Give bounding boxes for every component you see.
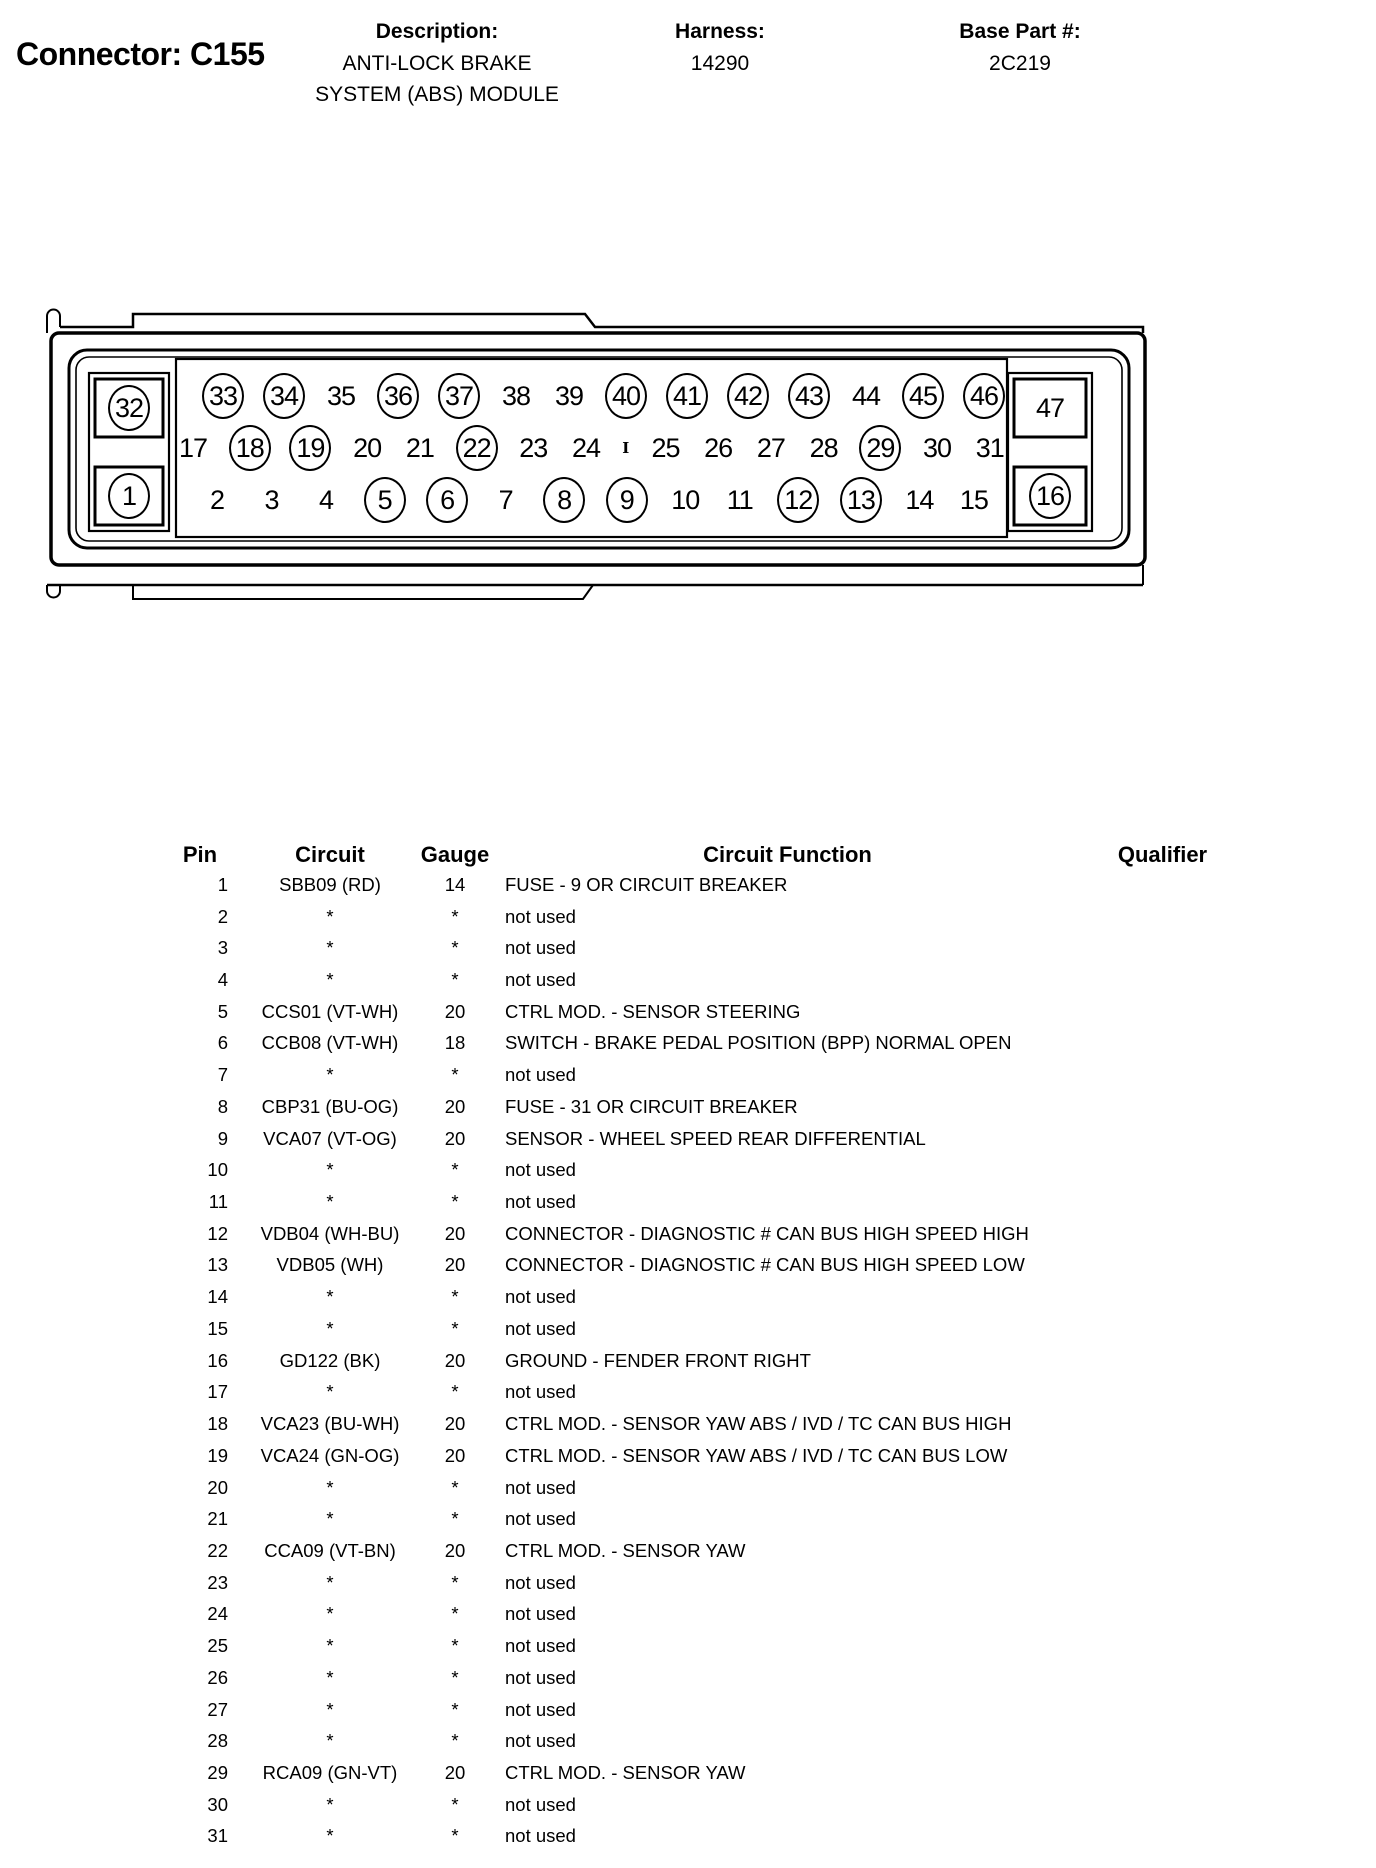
circuit-code: * [326, 937, 334, 959]
column-header-circuit: Circuit [295, 842, 365, 867]
connector-pin: 23 [519, 432, 548, 463]
pin-number: 13 [207, 1254, 228, 1276]
connector-pin: 19 [289, 425, 331, 471]
table-row [155, 1313, 1285, 1345]
circuit-function: not used [505, 1064, 576, 1086]
description-value-line1: ANTI-LOCK BRAKE [342, 52, 532, 75]
circuit-function: not used [505, 937, 576, 959]
column-header-qualifier: Qualifier [1117, 842, 1208, 867]
column-header-function: Circuit Function [703, 842, 872, 867]
connector-pin: I [622, 439, 630, 457]
connector-pin: 38 [501, 380, 531, 411]
pin-number: 30 [207, 1793, 228, 1815]
gauge-value: * [451, 1730, 459, 1752]
pin-number: 23 [207, 1571, 228, 1593]
gauge-value: 20 [444, 1761, 466, 1783]
connector-pin: 31 [975, 432, 1004, 463]
connector-pin: 17 [178, 432, 208, 463]
circuit-code: * [326, 1793, 334, 1815]
connector-pin: 4 [319, 484, 334, 515]
table-row [155, 1218, 1285, 1250]
connector-right-column [1014, 379, 1086, 525]
table-row [155, 996, 1285, 1028]
gauge-value: * [451, 1286, 459, 1308]
gauge-value: * [451, 1825, 459, 1847]
connector-pin: 18 [229, 425, 271, 471]
connector-pin: 9 [606, 477, 648, 523]
connector-pin: 30 [923, 432, 952, 463]
circuit-function: not used [505, 1603, 576, 1625]
gauge-value: * [451, 1793, 459, 1815]
table-row [155, 1472, 1285, 1504]
pin-number: 25 [207, 1635, 228, 1657]
connector-pin: 2 [209, 484, 225, 515]
gauge-value: 20 [444, 1539, 466, 1561]
circuit-code: VDB04 (WH-BU) [260, 1222, 400, 1244]
connector-pin: 14 [905, 484, 934, 515]
circuit-code: * [326, 1191, 334, 1213]
gauge-value: * [451, 1317, 459, 1339]
gauge-value: 20 [444, 1444, 466, 1466]
pin-row-top [176, 372, 1007, 420]
circuit-function: not used [505, 1698, 576, 1720]
circuit-function: CTRL MOD. - SENSOR YAW ABS / IVD / TC CAN BUS HIGH [505, 1413, 1012, 1435]
connector-pin: 1 [108, 473, 150, 519]
connector-pin: 41 [666, 373, 708, 419]
circuit-function: not used [505, 1571, 576, 1593]
connector-left-column [95, 379, 163, 525]
connector-pin: 6 [426, 477, 468, 523]
pin-number: 3 [217, 937, 228, 959]
pin-number: 29 [207, 1761, 228, 1783]
table-row [155, 1599, 1285, 1631]
gauge-value: 20 [444, 1095, 466, 1117]
circuit-code: * [326, 1825, 334, 1847]
connector-pin: 36 [377, 373, 419, 419]
column-header-pin: Pin [182, 842, 218, 867]
table-row [155, 1662, 1285, 1694]
connector-pin: 10 [671, 484, 700, 515]
gauge-value: * [451, 1191, 459, 1213]
harness-block [630, 16, 810, 79]
connector-pin: 44 [851, 380, 881, 411]
circuit-function: FUSE - 31 OR CIRCUIT BREAKER [505, 1095, 798, 1117]
table-header-row [155, 842, 1285, 868]
pin-number: 21 [207, 1508, 228, 1530]
pin-number: 9 [217, 1127, 228, 1149]
circuit-function: CONNECTOR - DIAGNOSTIC # CAN BUS HIGH SPEED HIGH [505, 1222, 1029, 1244]
gauge-value: * [451, 1698, 459, 1720]
circuit-function: CTRL MOD. - SENSOR STEERING [505, 1000, 801, 1022]
table-row [155, 1250, 1285, 1282]
circuit-function: not used [505, 1730, 576, 1752]
harness-label: Harness: [675, 20, 765, 43]
connector-pin: 22 [456, 425, 498, 471]
pin-number: 6 [217, 1032, 228, 1054]
table-row [155, 1377, 1285, 1409]
description-value-line2: SYSTEM (ABS) MODULE [315, 83, 559, 106]
table-row [155, 964, 1285, 996]
circuit-code: * [326, 1571, 334, 1593]
table-row [155, 1503, 1285, 1535]
gauge-value: 18 [444, 1032, 466, 1054]
connector-title: Connector: C155 [16, 36, 265, 72]
circuit-code: RCA09 (GN-VT) [262, 1761, 398, 1783]
pin-number: 4 [217, 969, 228, 991]
circuit-code: CCB08 (VT-WH) [261, 1032, 399, 1054]
circuit-function: CONNECTOR - DIAGNOSTIC # CAN BUS HIGH SPEED LOW [505, 1254, 1025, 1276]
table-row [155, 932, 1285, 964]
table-row [155, 1281, 1285, 1313]
circuit-function: GROUND - FENDER FRONT RIGHT [505, 1349, 811, 1371]
pin-number: 15 [207, 1317, 228, 1339]
circuit-function: not used [505, 1476, 576, 1498]
circuit-code: CCA09 (VT-BN) [264, 1539, 396, 1561]
table-row [155, 1154, 1285, 1186]
gauge-value: * [451, 1476, 459, 1498]
pin-row-bottom [176, 476, 1007, 524]
table-body [155, 869, 1285, 1852]
connector-pin: 21 [405, 432, 434, 463]
circuit-code: * [326, 905, 334, 927]
circuit-function: SENSOR - WHEEL SPEED REAR DIFFERENTIAL [505, 1127, 926, 1149]
pin-number: 11 [208, 1191, 228, 1213]
gauge-value: 20 [444, 1127, 466, 1149]
circuit-function: not used [505, 1317, 576, 1339]
connector-pin: 26 [704, 432, 733, 463]
table-row [155, 1725, 1285, 1757]
pinout-table [155, 842, 1285, 1852]
circuit-code: VCA23 (BU-WH) [260, 1413, 400, 1435]
circuit-code: * [326, 1730, 334, 1752]
circuit-function: CTRL MOD. - SENSOR YAW [505, 1539, 746, 1561]
gauge-value: 20 [444, 1349, 466, 1371]
pin-number: 2 [217, 905, 228, 927]
table-row [155, 901, 1285, 933]
pin-number: 7 [217, 1064, 228, 1086]
circuit-function: not used [505, 1381, 576, 1403]
connector-pin: 42 [727, 373, 769, 419]
circuit-code: * [326, 1698, 334, 1720]
connector-pin: 12 [777, 477, 819, 523]
gauge-value: * [451, 905, 459, 927]
circuit-function: not used [505, 1191, 576, 1213]
table-row [155, 1028, 1285, 1060]
connector-pin: 35 [326, 380, 356, 411]
circuit-function: not used [505, 905, 576, 927]
connector-pin: 33 [202, 373, 244, 419]
circuit-code: * [326, 1666, 334, 1688]
gauge-value: * [451, 1064, 459, 1086]
gauge-value: * [451, 969, 459, 991]
gauge-value: * [451, 1508, 459, 1530]
pin-number: 10 [207, 1159, 228, 1181]
circuit-code: * [326, 1064, 334, 1086]
connector-pin-box [1014, 467, 1086, 525]
connector-pin: 25 [651, 432, 680, 463]
circuit-function: not used [505, 969, 576, 991]
base-part-block [920, 16, 1120, 79]
description-label: Description: [375, 20, 499, 43]
table-row [155, 1821, 1285, 1853]
table-row [155, 869, 1285, 901]
pin-number: 24 [207, 1603, 228, 1625]
pin-number: 16 [207, 1349, 228, 1371]
circuit-function: not used [505, 1159, 576, 1181]
pin-number: 31 [207, 1825, 228, 1847]
circuit-code: * [326, 1476, 334, 1498]
connector-pin: 47 [1035, 392, 1065, 423]
pin-number: 18 [207, 1413, 228, 1435]
circuit-code: VDB05 (WH) [276, 1254, 384, 1276]
connector-diagram [45, 303, 1155, 603]
harness-value: 14290 [690, 52, 750, 75]
connector-pin: 45 [902, 373, 944, 419]
table-row [155, 1091, 1285, 1123]
circuit-function: SWITCH - BRAKE PEDAL POSITION (BPP) NORMAL OPEN [505, 1032, 1012, 1054]
pin-number: 8 [217, 1095, 228, 1117]
connector-pin: 34 [263, 373, 305, 419]
gauge-value: * [451, 1666, 459, 1688]
circuit-code: * [326, 969, 334, 991]
connector-pin: 13 [840, 477, 882, 523]
connector-pin: 46 [963, 373, 1005, 419]
connector-pin: 16 [1029, 473, 1071, 519]
base-part-label: Base Part #: [959, 20, 1081, 43]
table-row [155, 1694, 1285, 1726]
circuit-code: * [326, 1317, 334, 1339]
connector-pin: 8 [543, 477, 585, 523]
circuit-function: CTRL MOD. - SENSOR YAW [505, 1761, 746, 1783]
connector-pin: 5 [364, 477, 406, 523]
connector-pin: 11 [726, 484, 753, 515]
table-row [155, 1757, 1285, 1789]
table-row [155, 1789, 1285, 1821]
gauge-value: * [451, 1381, 459, 1403]
circuit-code: * [326, 1635, 334, 1657]
pin-row-middle [176, 424, 1007, 472]
table-row [155, 1440, 1285, 1472]
pin-number: 22 [207, 1539, 228, 1561]
circuit-code: CBP31 (BU-OG) [261, 1095, 399, 1117]
circuit-code: GD122 (BK) [279, 1349, 381, 1371]
gauge-value: * [451, 1571, 459, 1593]
connector-pin: 27 [756, 432, 785, 463]
circuit-function: not used [505, 1508, 576, 1530]
pin-number: 5 [217, 1000, 228, 1022]
connector-pin: 37 [438, 373, 480, 419]
connector-pin: 28 [809, 432, 838, 463]
gauge-value: * [451, 1159, 459, 1181]
connector-pin: 40 [605, 373, 647, 419]
table-row [155, 1345, 1285, 1377]
pin-number: 27 [207, 1698, 228, 1720]
pin-number: 26 [207, 1666, 228, 1688]
connector-pin: 29 [859, 425, 901, 471]
circuit-function: not used [505, 1635, 576, 1657]
gauge-value: 20 [444, 1413, 466, 1435]
circuit-function: FUSE - 9 OR CIRCUIT BREAKER [505, 873, 788, 895]
connector-pin: 20 [353, 432, 382, 463]
pin-number: 17 [207, 1381, 228, 1403]
gauge-value: 20 [444, 1254, 466, 1276]
table-row [155, 1186, 1285, 1218]
gauge-value: * [451, 1635, 459, 1657]
table-row [155, 1535, 1285, 1567]
pin-number: 20 [207, 1476, 228, 1498]
gauge-value: * [451, 1603, 459, 1625]
connector-pin-box [1014, 379, 1086, 437]
connector-pin-box [95, 379, 163, 437]
connector-pin: 39 [554, 380, 584, 411]
pin-number: 12 [207, 1222, 228, 1244]
connector-pin: 15 [959, 484, 988, 515]
table-row [155, 1059, 1285, 1091]
circuit-code: VCA24 (GN-OG) [260, 1444, 400, 1466]
connector-pin-box [95, 467, 163, 525]
pin-number: 1 [217, 873, 228, 895]
table-row [155, 1408, 1285, 1440]
gauge-value: 14 [444, 873, 466, 895]
description-block [287, 16, 587, 110]
connector-pin: 32 [108, 385, 150, 431]
connector-pin-field [176, 359, 1007, 537]
table-row [155, 1567, 1285, 1599]
table-row [155, 1123, 1285, 1155]
gauge-value: * [451, 937, 459, 959]
connector-pin: 3 [264, 484, 279, 515]
circuit-code: VCA07 (VT-OG) [263, 1127, 397, 1149]
connector-pin: 7 [498, 484, 513, 515]
circuit-code: * [326, 1508, 334, 1530]
connector-pin: 24 [572, 432, 601, 463]
column-header-gauge: Gauge [420, 842, 490, 867]
circuit-code: CCS01 (VT-WH) [261, 1000, 399, 1022]
circuit-code: * [326, 1603, 334, 1625]
circuit-function: not used [505, 1286, 576, 1308]
circuit-code: * [326, 1159, 334, 1181]
circuit-function: not used [505, 1666, 576, 1688]
pin-number: 28 [207, 1730, 228, 1752]
circuit-function: not used [505, 1793, 576, 1815]
base-part-value: 2C219 [989, 52, 1051, 75]
circuit-function: CTRL MOD. - SENSOR YAW ABS / IVD / TC CAN BUS LOW [505, 1444, 1008, 1466]
circuit-code: * [326, 1381, 334, 1403]
circuit-code: SBB09 (RD) [279, 873, 381, 895]
pin-number: 19 [207, 1444, 228, 1466]
gauge-value: 20 [444, 1222, 466, 1244]
circuit-code: * [326, 1286, 334, 1308]
table-row [155, 1630, 1285, 1662]
pin-number: 14 [207, 1286, 228, 1308]
gauge-value: 20 [444, 1000, 466, 1022]
connector-pin: 43 [788, 373, 830, 419]
circuit-function: not used [505, 1825, 576, 1847]
